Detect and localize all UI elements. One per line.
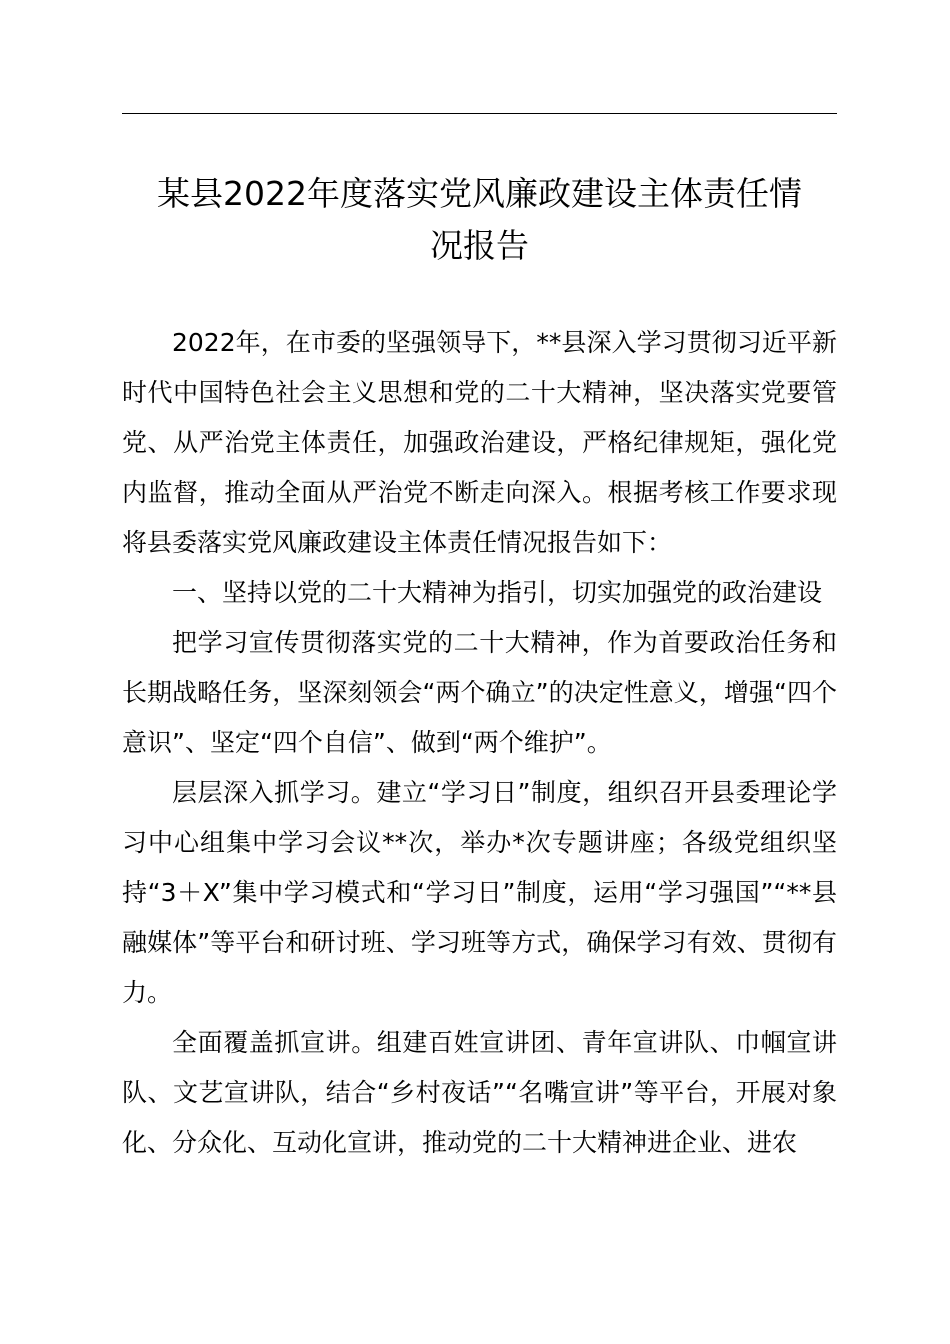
paragraph-study-tasks: 把学习宣传贯彻落实党的二十大精神，作为首要政治任务和长期战略任务，坚深刻领会“两个确立”的决定性意义，增强“四个意识”、坚定“四个自信”、做到“两个维护”。	[122, 628, 837, 757]
header-rule	[122, 113, 837, 114]
title-line-1: 某县2022年度落实党风廉政建设主体责任情	[157, 174, 802, 213]
section-heading-1: 一、坚持以党的二十大精神为指引，切实加强党的政治建设	[172, 578, 823, 607]
document-title	[122, 168, 837, 272]
paragraph-intro: 2022年，在市委的坚强领导下，**县深入学习贯彻习近平新时代中国特色社会主义思想和党的二十大精神，坚决落实党要管党、从严治党主体责任，加强政治建设，严格纪律规矩，强化党内监督，推动全面从严治党不断走向深入。根据考核工作要求现将县委落实党风廉政建设主体责任情况报告如下：	[122, 328, 837, 557]
document-body	[122, 318, 837, 1168]
title-line-2: 况报告	[430, 226, 529, 265]
paragraph-publicity: 全面覆盖抓宣讲。组建百姓宣讲团、青年宣讲队、巾帼宣讲队、文艺宣讲队，结合“乡村夜话”“名嘴宣讲”等平台，开展对象化、分众化、互动化宣讲，推动党的二十大精神进企业、进农	[122, 1028, 837, 1157]
paragraph-study-layers: 层层深入抓学习。建立“学习日”制度，组织召开县委理论学习中心组集中学习会议**次，举办*次专题讲座；各级党组织坚持“3＋X”集中学习模式和“学习日”制度，运用“学习强国”“**县融媒体”等平台和研讨班、学习班等方式，确保学习有效、贯彻有力。	[122, 778, 837, 1007]
